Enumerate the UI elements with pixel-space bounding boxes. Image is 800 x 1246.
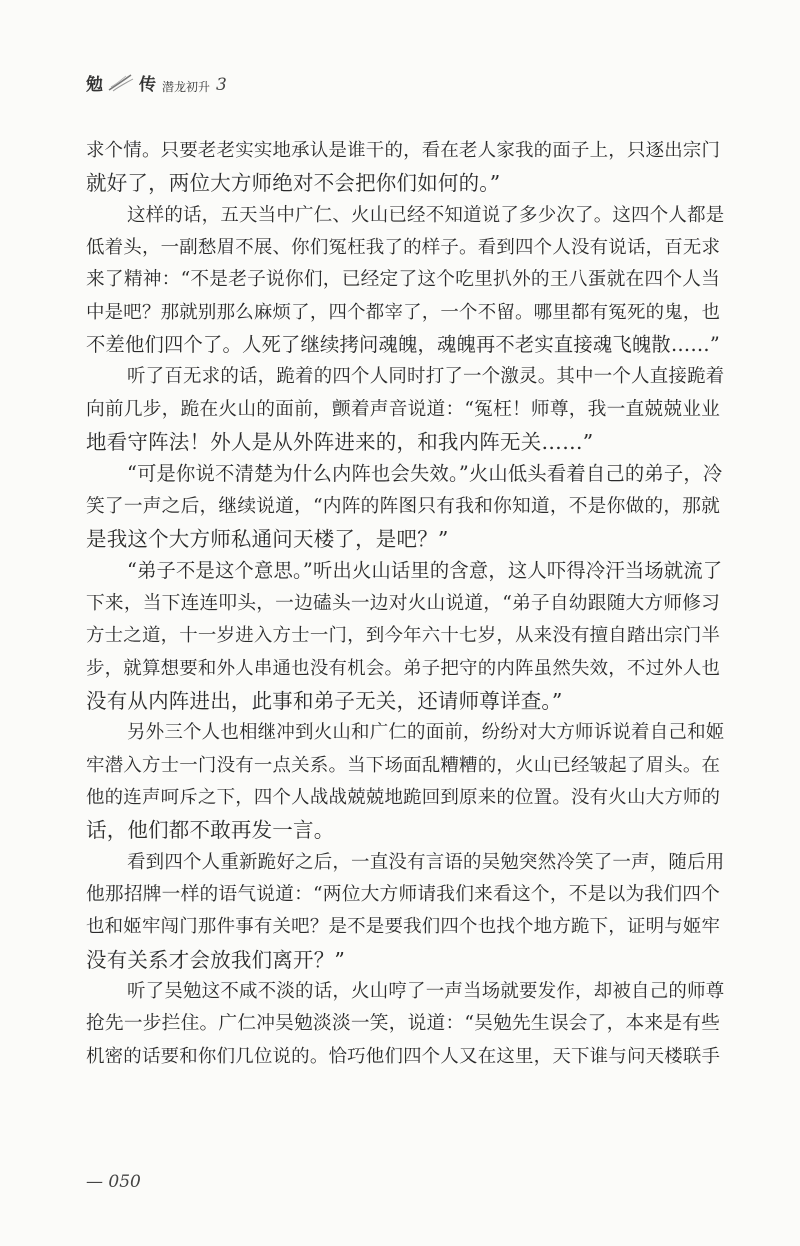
paragraph xyxy=(86,717,725,846)
text-line: 不差他们四个了。人死了继续拷问魂魄，魂魄再不老实直接魂飞魄散……” xyxy=(86,333,720,357)
text-line: 就好了，两位大方师绝对不会把你们如何的。” xyxy=(86,171,501,196)
paragraph xyxy=(86,976,725,1073)
text-line: 下来，当下连连叩头，一边磕头一边对火山说道，“弟子自幼跟随大方师修习 xyxy=(86,592,721,614)
text-line: “可是你说不清楚为什么内阵也会失效。”火山低头看着自己的弟子，冷 xyxy=(127,462,723,486)
text-line: 来了精神：“不是老子说你们，已经定了这个吃里扒外的王八蛋就在四个人当 xyxy=(86,269,721,291)
header-volume-number: 3 xyxy=(216,75,227,95)
text-line: 听了吴勉这不咸不淡的话，火山哼了一声当场就要发作，却被自己的师尊 xyxy=(127,980,725,1002)
text-line: 话，他们都不敢再发一言。 xyxy=(86,818,335,843)
paragraph xyxy=(86,458,723,555)
text-line: 另外三个人也相继冲到火山和广仁的面前，纷纷对大方师诉说着自己和姬 xyxy=(127,722,725,744)
text-line: 求个情。只要老老实实地承认是谁干的，看在老人家我的面子上，只逐出宗门 xyxy=(86,140,721,161)
text-line: 笑了一声之后，继续说道，“内阵的阵图只有我和你知道，不是你做的，那就 xyxy=(86,495,721,517)
text-line: 机密的话要和你们几位说的。恰巧他们四个人又在这里，天下谁与问天楼联手 xyxy=(86,1045,721,1067)
header-title-char-2: 传 xyxy=(139,75,156,95)
text-line: 步，就算想要和外人串通也没有机会。弟子把守的内阵虽然失效，不过外人也 xyxy=(86,657,721,679)
text-line: 没有关系才会放我们离开？” xyxy=(86,947,346,972)
body-text xyxy=(86,135,725,1073)
text-line: 看到四个人重新跪好之后，一直没有言语的吴勉突然冷笑了一声，随后用 xyxy=(127,851,725,873)
text-line: “弟子不是这个意思。”听出火山话里的含意，这人吓得冷汗当场就流了 xyxy=(127,559,723,583)
text-line: 听了百无求的话，跪着的四个人同时打了一个激灵。其中一个人直接跪着 xyxy=(127,366,725,388)
text-line: 也和姬牢闯门那件事有关吧？是不是要我们四个也找个地方跪下，证明与姬牢 xyxy=(86,916,721,938)
text-line: 方士之道，十一岁进入方士一门，到今年六十七岁，从来没有擅自踏出宗门半 xyxy=(86,625,721,647)
text-line: 低着头，一副愁眉不展、你们冤枉我了的样子。看到四个人没有说话，百无求 xyxy=(86,237,721,259)
paragraph xyxy=(86,555,723,717)
text-line: 中是吧？那就别那么麻烦了，四个都宰了，一个不留。哪里都有冤死的鬼，也 xyxy=(86,301,721,323)
header-subtitle: 潜龙初升 xyxy=(162,80,211,94)
text-line: 抢先一步拦住。广仁冲吴勉淡淡一笑，说道：“吴勉先生误会了，本来是有些 xyxy=(86,1013,721,1035)
paragraph xyxy=(86,361,725,458)
paragraph xyxy=(86,135,720,200)
brush-ornament-icon xyxy=(107,72,135,94)
text-line: 他的连声呵斥之下，四个人战战兢兢地跪回到原来的位置。没有火山大方师的 xyxy=(86,786,721,808)
header-title-char-1: 勉 xyxy=(86,75,103,95)
paragraph xyxy=(86,200,725,362)
text-line: 这样的话，五天当中广仁、火山已经不知道说了多少次了。这四个人都是 xyxy=(127,204,725,226)
text-line: 向前几步，跪在火山的面前，颤着声音说道：“冤枉！师尊，我一直兢兢业业 xyxy=(86,398,721,420)
text-line: 他那招牌一样的语气说道：“两位大方师请我们来看这个，不是以为我们四个 xyxy=(86,883,721,905)
running-header xyxy=(86,60,227,94)
paragraph xyxy=(86,847,725,976)
text-line: 是我这个大方师私通问天楼了，是吧？” xyxy=(86,527,449,552)
text-line: 地看守阵法！外人是从外阵进来的，和我内阵无关……” xyxy=(86,430,594,455)
text-line: 没有从内阵进出，此事和弟子无关，还请师尊详查。” xyxy=(86,688,563,713)
page-number: — 050 xyxy=(86,1172,141,1192)
text-line: 牢潜入方士一门没有一点关系。当下场面乱糟糟的，火山已经皱起了眉头。在 xyxy=(86,754,721,776)
